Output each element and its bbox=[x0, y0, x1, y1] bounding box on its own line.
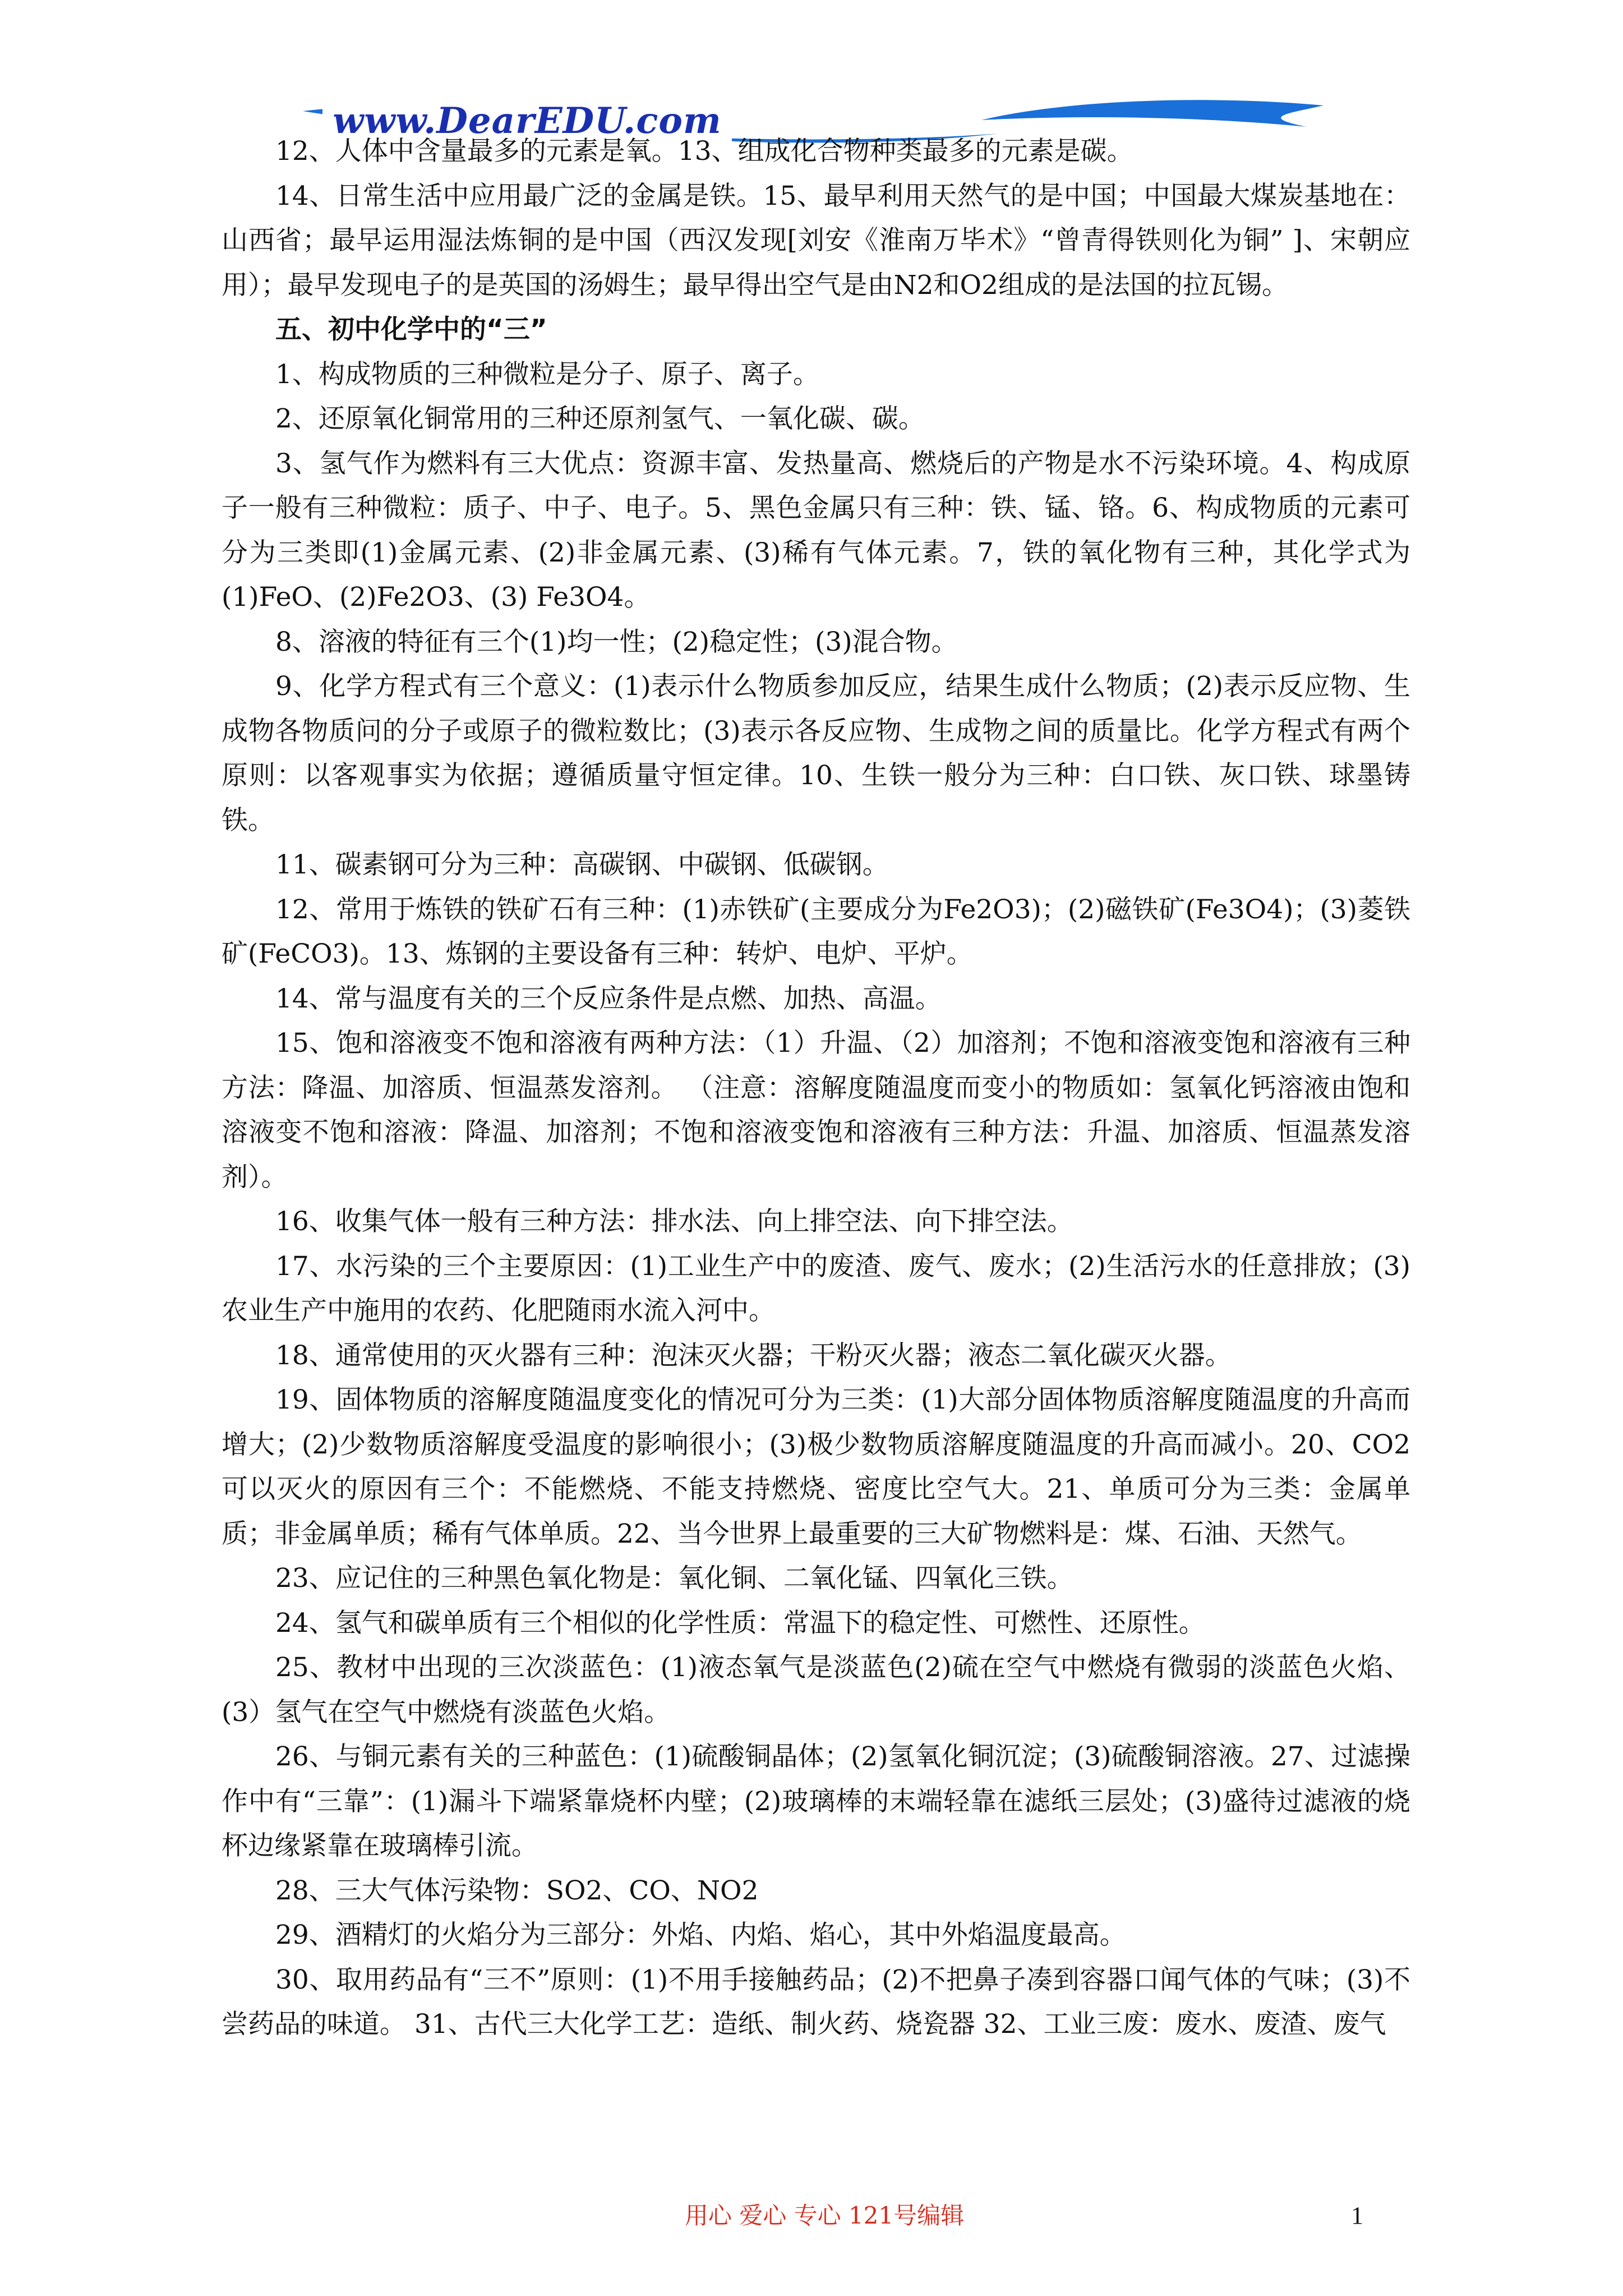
paragraph: 25、教材中出现的三次淡蓝色：(1)液态氧气是淡蓝色(2)硫在空气中燃烧有微弱的淡蓝色火焰、(3）氢气在空气中燃烧有淡蓝色火焰。 bbox=[222, 1652, 1410, 1728]
paragraph: 30、取用药品有“三不”原则：(1)不用手接触药品；(2)不把鼻子凑到容器口闻气体的气味；(3)不尝药品的味道。 31、古代三大化学工艺：造纸、制火药、烧瓷器 32、工业三废：废水、废渣、废气 bbox=[222, 1964, 1410, 2040]
paragraph: 12、常用于炼铁的铁矿石有三种：(1)赤铁矿(主要成分为Fe2O3)；(2)磁铁矿(Fe3O4)；(3)菱铁矿(FeCO3)。13、炼钢的主要设备有三种：转炉、电炉、平炉。 bbox=[222, 894, 1410, 969]
paragraph: 1、构成物质的三种微粒是分子、原子、离子。 bbox=[275, 358, 819, 390]
paragraph: 24、氢气和碳单质有三个相似的化学性质：常温下的稳定性、可燃性、还原性。 bbox=[275, 1607, 1205, 1639]
paragraph: 16、收集气体一般有三种方法：排水法、向上排空法、向下排空法。 bbox=[275, 1206, 1073, 1237]
paragraph: 15、饱和溶液变不饱和溶液有两种方法：（1）升温、（2）加溶剂；不饱和溶液变饱和溶液有三种方法：降温、加溶质、恒温蒸发溶剂。 （注意：溶解度随温度而变小的物质如：氢氧化钙溶液由饱和溶液变不饱和溶液：降温、加溶剂；不饱和溶液变饱和溶液有三种方法：升温、加溶质、恒温蒸发溶剂）。 bbox=[222, 1028, 1410, 1193]
document-body bbox=[222, 129, 1410, 2047]
section-heading: 五、初中化学中的“三” bbox=[275, 314, 547, 345]
paragraph: 9、化学方程式有三个意义：(1)表示什么物质参加反应，结果生成什么物质；(2)表示反应物、生成物各物质问的分子或原子的微粒数比；(3)表示各反应物、生成物之间的质量比。化学方程式有两个原则：以客观事实为依据；遵循质量守恒定律。10、生铁一般分为三种：白口铁、灰口铁、球墨铸铁。 bbox=[222, 671, 1410, 836]
paragraph: 11、碳素钢可分为三种：高碳钢、中碳钢、低碳钢。 bbox=[275, 849, 889, 880]
paragraph: 14、日常生活中应用最广泛的金属是铁。15、最早利用天然气的是中国；中国最大煤炭基地在：山西省；最早运用湿法炼铜的是中国（西汉发现[刘安《淮南万毕术》“曾青得铁则化为铜” ]、宋朝应用）；最早发现电子的是英国的汤姆生；最早得出空气是由N2和O2组成的是法国的拉瓦锡。 bbox=[222, 180, 1410, 301]
paragraph: 23、应记住的三种黑色氧化物是：氧化铜、二氧化锰、四氧化三铁。 bbox=[275, 1563, 1073, 1594]
paragraph: 14、常与温度有关的三个反应条件是点燃、加热、高温。 bbox=[275, 983, 942, 1014]
paragraph: 3、氢气作为燃料有三大优点：资源丰富、发热量高、燃烧后的产物是水不污染环境。4、构成原子一般有三种微粒：质子、中子、电子。5、黑色金属只有三种：铁、锰、铬。6、构成物质的元素可分为三类即(1)金属元素、(2)非金属元素、(3)稀有气体元素。7，铁的氧化物有三种，其化学式为(1)FeO、(2)Fe2O3、(3) Fe3O4。 bbox=[222, 448, 1410, 613]
paragraph: 29、酒精灯的火焰分为三部分：外焰、内焰、焰心，其中外焰温度最高。 bbox=[275, 1920, 1126, 1950]
footer-editor-note: 用心 爱心 专心 121号编辑 bbox=[684, 2202, 965, 2229]
paragraph: 19、固体物质的溶解度随温度变化的情况可分为三类：(1)大部分固体物质溶解度随温度的升高而增大；(2)少数物质溶解度受温度的影响很小；(3)极少数物质溶解度随温度的升高而减小。20、CO2可以灭火的原因有三个：不能燃烧、不能支持燃烧、密度比空气大。21、单质可分为三类：金属单质；非金属单质；稀有气体单质。22、当今世界上最重要的三大矿物燃料是：煤、石油、天然气。 bbox=[222, 1384, 1410, 1549]
paragraph: 18、通常使用的灭火器有三种：泡沫灭火器；干粉灭火器；液态二氧化碳灭火器。 bbox=[275, 1340, 1232, 1371]
paragraph: 12、人体中含量最多的元素是氧。13、组成化合物种类最多的元素是碳。 bbox=[275, 136, 1133, 167]
paragraph: 8、溶液的特征有三个(1)均一性；(2)稳定性；(3)混合物。 bbox=[275, 626, 958, 657]
paragraph: 26、与铜元素有关的三种蓝色：(1)硫酸铜晶体；(2)氢氧化铜沉淀；(3)硫酸铜溶液。27、过滤操作中有“三靠”：(1)漏斗下端紧靠烧杯内壁；(2)玻璃棒的末端轻靠在滤纸三层处；(3)盛待过滤液的烧杯边缘紧靠在玻璃棒引流。 bbox=[222, 1741, 1410, 1861]
paragraph: 2、还原氧化铜常用的三种还原剂氢气、一氧化碳、碳。 bbox=[275, 403, 925, 434]
paragraph: 17、水污染的三个主要原因：(1)工业生产中的废渣、废气、废水；(2)生活污水的任意排放；(3)农业生产中施用的农药、化肥随雨水流入河中。 bbox=[222, 1250, 1410, 1326]
page-number: 1 bbox=[1351, 2202, 1363, 2229]
paragraph: 28、三大气体污染物：SO2、CO、NO2 bbox=[275, 1875, 759, 1906]
site-name-text: www.DearEDU.com bbox=[322, 99, 731, 144]
